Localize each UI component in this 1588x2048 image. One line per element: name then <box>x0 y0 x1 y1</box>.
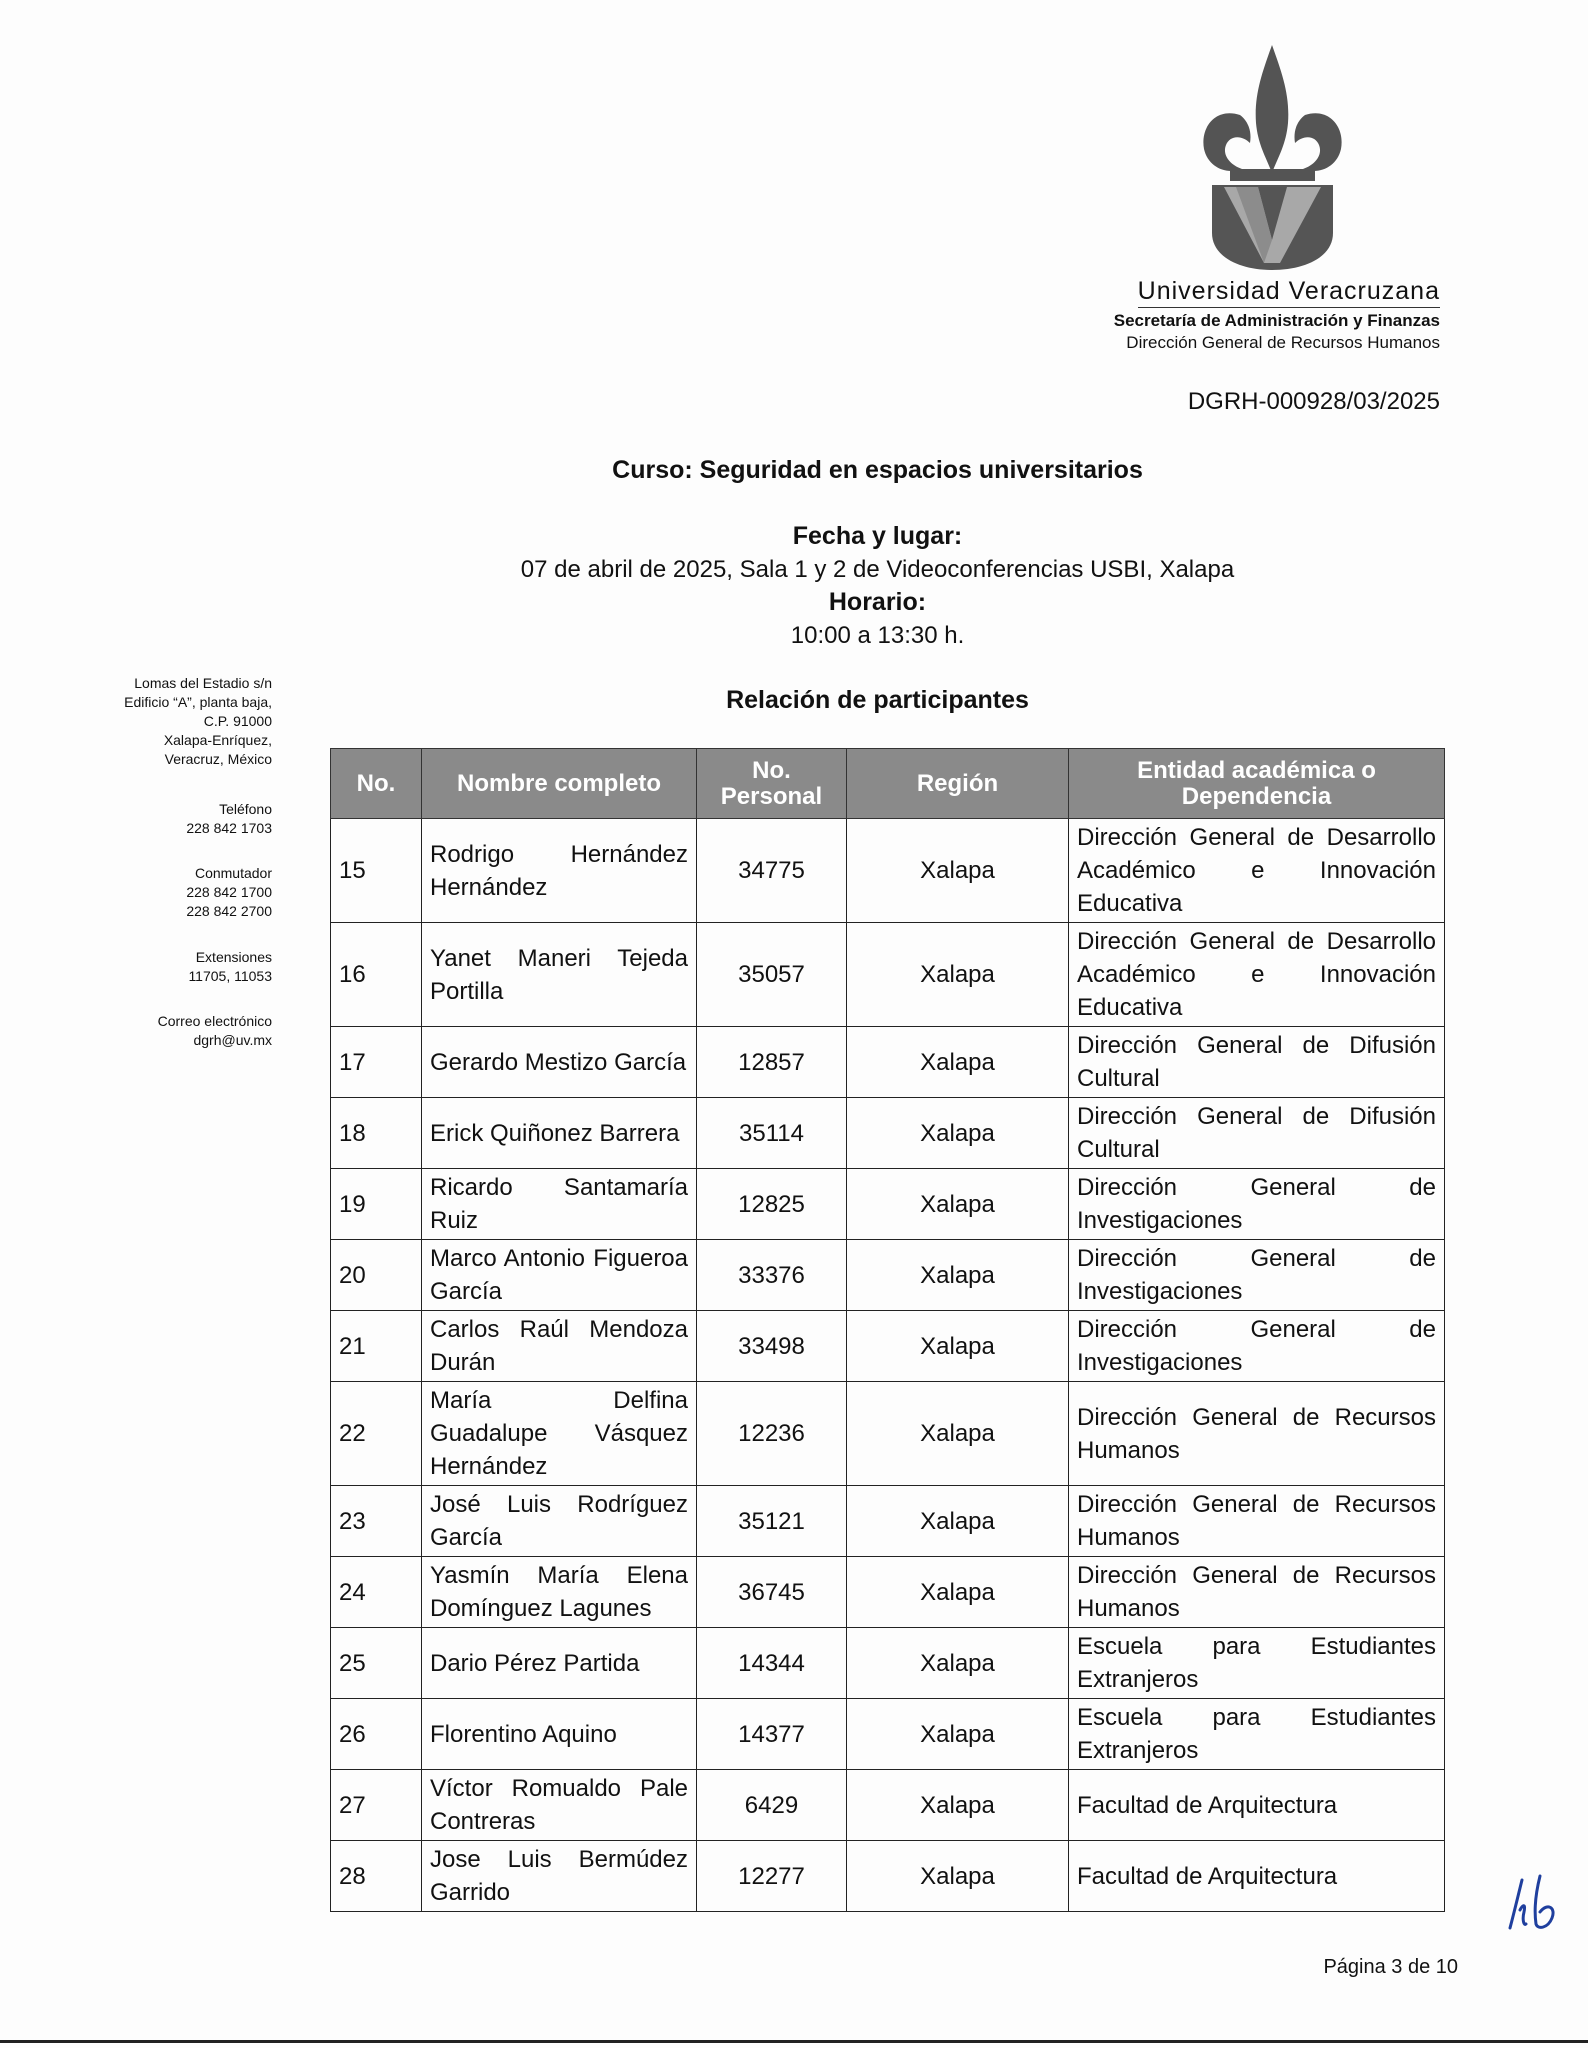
cell-entity: Facultad de Arquitectura <box>1069 1841 1445 1912</box>
cell-region: Xalapa <box>847 923 1069 1027</box>
cell-personal: 35114 <box>697 1098 847 1169</box>
table-row <box>331 1557 1445 1628</box>
participants-table <box>330 748 1445 1912</box>
cell-region: Xalapa <box>847 1240 1069 1311</box>
cell-entity: Facultad de Arquitectura <box>1069 1770 1445 1841</box>
address-line: Edificio “A”, planta baja, <box>124 694 272 710</box>
table-row <box>331 1098 1445 1169</box>
cell-entity: Escuela para Estudiantes Extranjeros <box>1069 1628 1445 1699</box>
cell-entity: Dirección General de Desarrollo Académico e Innovación Educativa <box>1069 819 1445 923</box>
cell-region: Xalapa <box>847 1699 1069 1770</box>
cell-no: 28 <box>331 1841 422 1912</box>
cell-personal: 35121 <box>697 1486 847 1557</box>
university-logo <box>1200 45 1345 270</box>
page-number: Página 3 de 10 <box>1323 1956 1458 1978</box>
table-row <box>331 819 1445 923</box>
cell-region: Xalapa <box>847 1098 1069 1169</box>
cell-name: Rodrigo Hernández Hernández <box>422 819 697 923</box>
cell-personal: 35057 <box>697 923 847 1027</box>
cell-name: Yasmín María Elena Domínguez Lagunes <box>422 1557 697 1628</box>
address-line: Xalapa-Enríquez, <box>163 732 272 748</box>
header-name: Nombre completo <box>422 749 697 819</box>
cell-name: Yanet Maneri Tejeda Portilla <box>422 923 697 1027</box>
address-line: Veracruz, México <box>164 751 272 767</box>
table-body <box>331 819 1445 1912</box>
course-title: Curso: Seguridad en espacios universitarios <box>612 456 1143 484</box>
cell-name: Víctor Romualdo Pale Contreras <box>422 1770 697 1841</box>
cell-entity: Dirección General de Difusión Cultural <box>1069 1027 1445 1098</box>
cell-no: 19 <box>331 1169 422 1240</box>
cell-personal: 36745 <box>697 1557 847 1628</box>
cell-name: Carlos Raúl Mendoza Durán <box>422 1311 697 1382</box>
cell-region: Xalapa <box>847 1169 1069 1240</box>
cell-name: Jose Luis Bermúdez Garrido <box>422 1841 697 1912</box>
cell-region: Xalapa <box>847 1770 1069 1841</box>
cell-name: Dario Pérez Partida <box>422 1628 697 1699</box>
extensions-block <box>40 948 272 986</box>
cell-name: José Luis Rodríguez García <box>422 1486 697 1557</box>
cell-personal: 33376 <box>697 1240 847 1311</box>
cell-name: María Delfina Guadalupe Vásquez Hernández <box>422 1382 697 1486</box>
cell-personal: 14377 <box>697 1699 847 1770</box>
org-header <box>1114 276 1440 354</box>
cell-personal: 12857 <box>697 1027 847 1098</box>
email-block <box>40 1012 272 1050</box>
cell-no: 22 <box>331 1382 422 1486</box>
switchboard-number: 228 842 2700 <box>186 903 272 919</box>
cell-entity: Dirección General de Desarrollo Académico e Innovación Educativa <box>1069 923 1445 1027</box>
cell-name: Ricardo Santamaría Ruiz <box>422 1169 697 1240</box>
cell-region: Xalapa <box>847 1841 1069 1912</box>
table-row <box>331 1240 1445 1311</box>
cell-personal: 6429 <box>697 1770 847 1841</box>
header-entity: Entidad académica o Dependencia <box>1069 749 1445 819</box>
direccion-name: Dirección General de Recursos Humanos <box>1126 333 1440 352</box>
cell-entity: Dirección General de Investigaciones <box>1069 1169 1445 1240</box>
email-label: Correo electrónico <box>157 1013 272 1029</box>
cell-name: Erick Quiñonez Barrera <box>422 1098 697 1169</box>
cell-region: Xalapa <box>847 1557 1069 1628</box>
phone-block <box>40 800 272 838</box>
header-region: Región <box>847 749 1069 819</box>
cell-region: Xalapa <box>847 1027 1069 1098</box>
cell-no: 16 <box>331 923 422 1027</box>
table-row <box>331 923 1445 1027</box>
cell-entity: Dirección General de Recursos Humanos <box>1069 1557 1445 1628</box>
table-row <box>331 1699 1445 1770</box>
table-row <box>331 1382 1445 1486</box>
cell-no: 15 <box>331 819 422 923</box>
cell-no: 20 <box>331 1240 422 1311</box>
address-line: Lomas del Estadio s/n <box>134 675 272 691</box>
switchboard-block <box>40 864 272 921</box>
cell-entity: Escuela para Estudiantes Extranjeros <box>1069 1699 1445 1770</box>
cell-region: Xalapa <box>847 1628 1069 1699</box>
table-row <box>331 1027 1445 1098</box>
cell-no: 21 <box>331 1311 422 1382</box>
switchboard-number: 228 842 1700 <box>186 884 272 900</box>
header-no: No. <box>331 749 422 819</box>
cell-entity: Dirección General de Difusión Cultural <box>1069 1098 1445 1169</box>
cell-entity: Dirección General de Recursos Humanos <box>1069 1382 1445 1486</box>
university-name: Universidad Veracruzana <box>1138 276 1440 308</box>
date-label: Fecha y lugar: <box>792 522 963 550</box>
email-value: dgrh@uv.mx <box>193 1032 272 1048</box>
table-row <box>331 1311 1445 1382</box>
cell-no: 26 <box>331 1699 422 1770</box>
cell-no: 24 <box>331 1557 422 1628</box>
cell-no: 27 <box>331 1770 422 1841</box>
table-row <box>331 1841 1445 1912</box>
cell-personal: 12277 <box>697 1841 847 1912</box>
cell-no: 23 <box>331 1486 422 1557</box>
cell-region: Xalapa <box>847 819 1069 923</box>
table-header-row <box>331 749 1445 819</box>
cell-name: Florentino Aquino <box>422 1699 697 1770</box>
address-line: C.P. 91000 <box>203 713 272 729</box>
reference-number: DGRH-000928/03/2025 <box>1187 388 1440 415</box>
cell-entity: Dirección General de Recursos Humanos <box>1069 1486 1445 1557</box>
cell-region: Xalapa <box>847 1486 1069 1557</box>
cell-entity: Dirección General de Investigaciones <box>1069 1311 1445 1382</box>
time-value: 10:00 a 13:30 h. <box>790 622 965 649</box>
handwritten-mark <box>1500 1868 1570 1938</box>
extensions-label: Extensiones <box>195 949 272 965</box>
date-value: 07 de abril de 2025, Sala 1 y 2 de Videoconferencias USBI, Xalapa <box>520 556 1235 583</box>
cell-no: 17 <box>331 1027 422 1098</box>
phone-label: Teléfono <box>219 801 272 817</box>
table-row <box>331 1770 1445 1841</box>
cell-region: Xalapa <box>847 1382 1069 1486</box>
cell-no: 18 <box>331 1098 422 1169</box>
cell-name: Gerardo Mestizo García <box>422 1027 697 1098</box>
time-label: Horario: <box>828 588 927 616</box>
cell-personal: 33498 <box>697 1311 847 1382</box>
secretaria-name: Secretaría de Administración y Finanzas <box>1113 311 1440 330</box>
cell-no: 25 <box>331 1628 422 1699</box>
table-row <box>331 1486 1445 1557</box>
table-row <box>331 1628 1445 1699</box>
address-block <box>40 674 272 769</box>
cell-personal: 14344 <box>697 1628 847 1699</box>
cell-personal: 12825 <box>697 1169 847 1240</box>
cell-entity: Dirección General de Investigaciones <box>1069 1240 1445 1311</box>
header-personal: No. Personal <box>697 749 847 819</box>
switchboard-label: Conmutador <box>194 865 272 881</box>
table-row <box>331 1169 1445 1240</box>
bottom-edge-line <box>0 2040 1588 2043</box>
phone-number: 228 842 1703 <box>186 820 272 836</box>
list-title: Relación de participantes <box>726 686 1029 714</box>
cell-personal: 12236 <box>697 1382 847 1486</box>
extensions-value: 11705, 11053 <box>188 968 272 984</box>
cell-personal: 34775 <box>697 819 847 923</box>
cell-region: Xalapa <box>847 1311 1069 1382</box>
cell-name: Marco Antonio Figueroa García <box>422 1240 697 1311</box>
